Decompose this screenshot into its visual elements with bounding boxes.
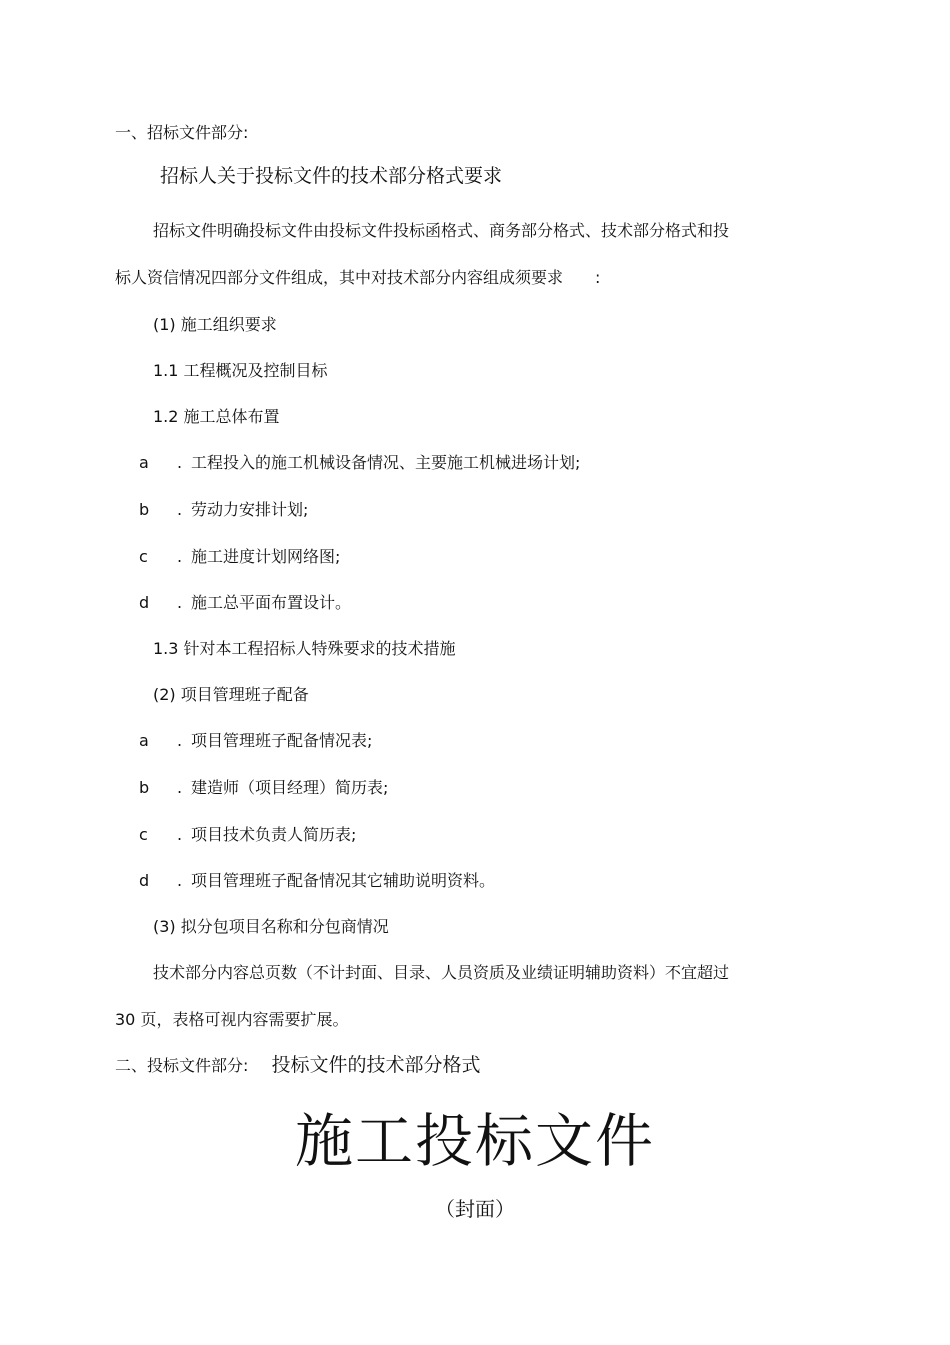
note-line-1: 技术部分内容总页数（不计封面、目录、人员资质及业绩证明辅助资料）不宜超过 (153, 963, 730, 982)
item-separator: . (177, 500, 183, 519)
list-item (139, 731, 372, 751)
subsection-1-1: 1.1 工程概况及控制目标 (153, 361, 328, 380)
section1-title: 招标人关于投标文件的技术部分格式要求 (160, 165, 503, 187)
item-text: 建造师（项目经理）简历表; (191, 778, 389, 797)
item-separator: . (177, 731, 183, 750)
item-text: 劳动力安排计划; (191, 500, 309, 519)
item-text: 工程投入的施工机械设备情况、主要施工机械进场计划; (191, 453, 581, 472)
item-label: d (139, 871, 150, 890)
list-item (139, 593, 351, 613)
list-item (139, 825, 356, 845)
item-label: d (139, 593, 150, 612)
list-item (139, 871, 495, 891)
intro-line-2: 标人资信情况四部分文件组成，其中对技术部分内容组成须要求 : (115, 268, 601, 287)
item-text: 项目技术负责人简历表; (191, 825, 357, 844)
item-label: a (139, 731, 149, 750)
item-label: b (139, 778, 150, 797)
list-item (139, 500, 308, 520)
item-separator: . (177, 593, 183, 612)
item-text: 施工总平面布置设计。 (191, 593, 352, 612)
item-text: 项目管理班子配备情况其它辅助说明资料。 (191, 871, 496, 890)
section1-heading: 一、招标文件部分: (115, 123, 249, 142)
item-label: c (139, 825, 148, 844)
part2-heading: (2) 项目管理班子配备 (153, 685, 309, 704)
section2-title: 投标文件的技术部分格式 (271, 1054, 481, 1076)
subsection-1-2: 1.2 施工总体布置 (153, 407, 280, 426)
item-label: a (139, 453, 149, 472)
list-item (139, 453, 580, 473)
part1-heading: (1) 施工组织要求 (153, 315, 277, 334)
section2-heading: 二、投标文件部分: (115, 1056, 249, 1075)
note-line-2: 30 页，表格可视内容需要扩展。 (115, 1010, 349, 1029)
item-separator: . (177, 453, 183, 472)
item-separator: . (177, 778, 183, 797)
list-item (139, 778, 388, 798)
cover-title: 施工投标文件 (294, 1107, 655, 1175)
item-label: c (139, 547, 148, 566)
list-item (139, 547, 340, 567)
item-text: 项目管理班子配备情况表; (191, 731, 373, 750)
item-separator: . (177, 547, 183, 566)
intro-line-1: 招标文件明确投标文件由投标文件投标函格式、商务部分格式、技术部分格式和投 (153, 221, 730, 240)
item-separator: . (177, 871, 183, 890)
item-separator: . (177, 825, 183, 844)
item-text: 施工进度计划网络图; (191, 547, 341, 566)
section2-heading-row (115, 1053, 481, 1077)
subsection-1-3: 1.3 针对本工程招标人特殊要求的技术措施 (153, 639, 456, 658)
item-label: b (139, 500, 150, 519)
cover-subtitle: （封面） (435, 1197, 515, 1221)
part3-heading: (3) 拟分包项目名称和分包商情况 (153, 917, 389, 936)
